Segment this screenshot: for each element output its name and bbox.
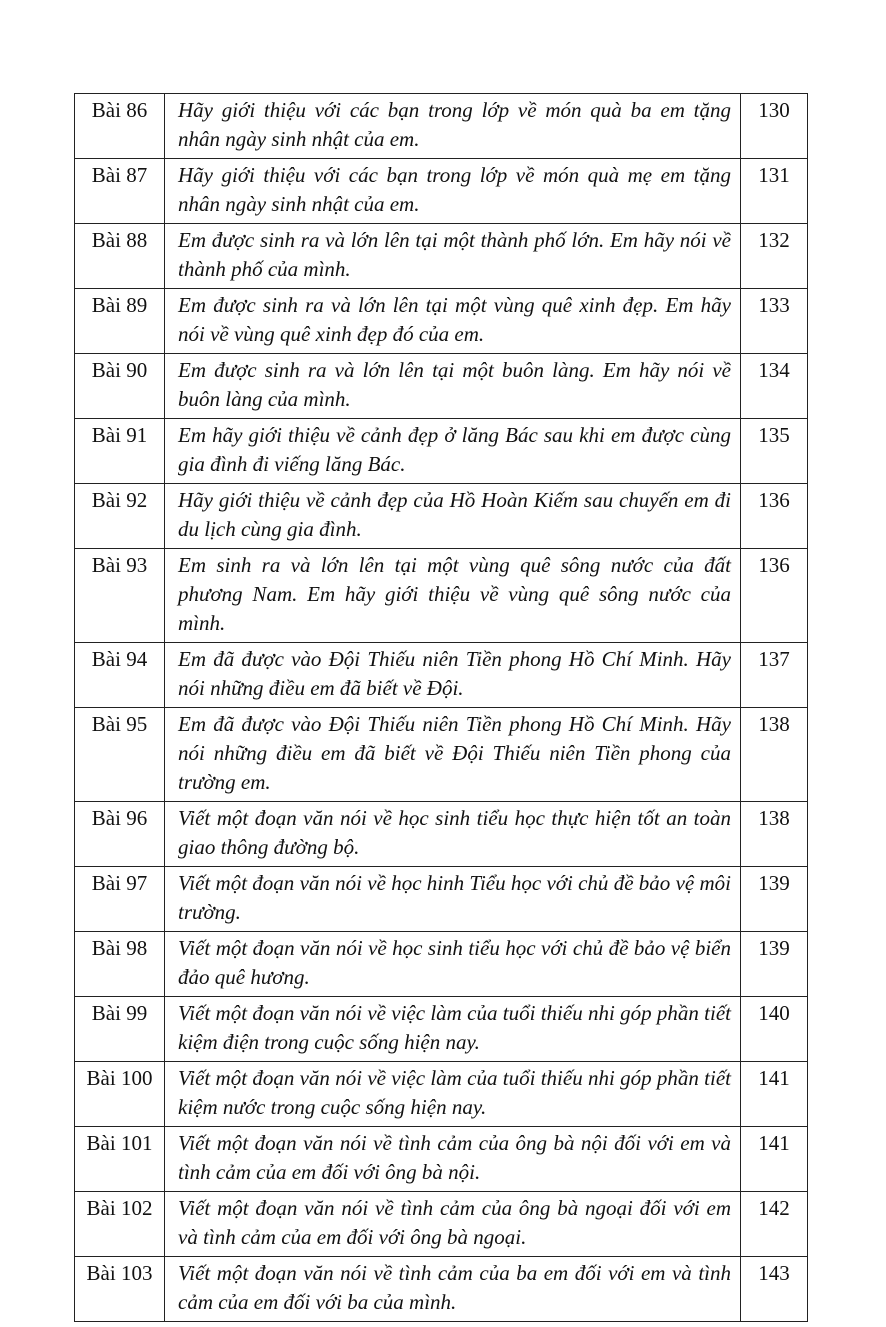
lesson-number: Bài 92 [75, 484, 165, 549]
table-row [75, 484, 808, 549]
table-row [75, 1257, 808, 1322]
page-number: 134 [741, 354, 808, 419]
table-row [75, 1062, 808, 1127]
table-row [75, 159, 808, 224]
lesson-number: Bài 103 [75, 1257, 165, 1322]
lesson-number: Bài 89 [75, 289, 165, 354]
table-row [75, 1192, 808, 1257]
lesson-title: Em đã được vào Đội Thiếu niên Tiền phong Hồ Chí Minh. Hãy nói những điều em đã biết về Đội. [165, 643, 741, 708]
table-row [75, 802, 808, 867]
page-number: 143 [741, 1257, 808, 1322]
table-of-contents [74, 93, 808, 1322]
lesson-number: Bài 90 [75, 354, 165, 419]
lesson-title: Viết một đoạn văn nói về tình cảm của ông bà nội đối với em và tình cảm của em đối với ông bà nội. [165, 1127, 741, 1192]
lesson-title: Viết một đoạn văn nói về học sinh tiểu học với chủ đề bảo vệ biển đảo quê hương. [165, 932, 741, 997]
lesson-title: Hãy giới thiệu với các bạn trong lớp về món quà mẹ em tặng nhân ngày sinh nhật của em. [165, 159, 741, 224]
page-number: 133 [741, 289, 808, 354]
table-row [75, 932, 808, 997]
toc-body [75, 94, 808, 1322]
page-number: 139 [741, 932, 808, 997]
page-number: 138 [741, 802, 808, 867]
lesson-title: Em đã được vào Đội Thiếu niên Tiền phong Hồ Chí Minh. Hãy nói những điều em đã biết về Đội Thiếu niên Tiền phong của trường em. [165, 708, 741, 802]
lesson-title: Em được sinh ra và lớn lên tại một thành phố lớn. Em hãy nói về thành phố của mình. [165, 224, 741, 289]
lesson-title: Em sinh ra và lớn lên tại một vùng quê sông nước của đất phương Nam. Em hãy giới thiệu về vùng quê sông nước của mình. [165, 549, 741, 643]
page-number: 140 [741, 997, 808, 1062]
lesson-title: Viết một đoạn văn nói về tình cảm của ba em đối với em và tình cảm của em đối với ba của mình. [165, 1257, 741, 1322]
page-number: 142 [741, 1192, 808, 1257]
page-number: 132 [741, 224, 808, 289]
lesson-number: Bài 87 [75, 159, 165, 224]
lesson-title: Viết một đoạn văn nói về việc làm của tuổi thiếu nhi góp phần tiết kiệm nước trong cuộc sống hiện nay. [165, 1062, 741, 1127]
lesson-number: Bài 102 [75, 1192, 165, 1257]
lesson-title: Em được sinh ra và lớn lên tại một vùng quê xinh đẹp. Em hãy nói về vùng quê xinh đẹp đó của em. [165, 289, 741, 354]
lesson-number: Bài 88 [75, 224, 165, 289]
lesson-number: Bài 100 [75, 1062, 165, 1127]
table-row [75, 997, 808, 1062]
lesson-number: Bài 96 [75, 802, 165, 867]
page-number: 141 [741, 1062, 808, 1127]
table-row [75, 549, 808, 643]
page-number: 135 [741, 419, 808, 484]
table-row [75, 94, 808, 159]
lesson-number: Bài 93 [75, 549, 165, 643]
lesson-title: Viết một đoạn văn nói về tình cảm của ông bà ngoại đối với em và tình cảm của em đối với ông bà ngoại. [165, 1192, 741, 1257]
page-number: 136 [741, 549, 808, 643]
table-row [75, 643, 808, 708]
page-number: 137 [741, 643, 808, 708]
lesson-title: Viết một đoạn văn nói về học hinh Tiểu học với chủ đề bảo vệ môi trường. [165, 867, 741, 932]
table-row [75, 289, 808, 354]
lesson-title: Viết một đoạn văn nói về việc làm của tuổi thiếu nhi góp phần tiết kiệm điện trong cuộc sống hiện nay. [165, 997, 741, 1062]
table-row [75, 419, 808, 484]
lesson-number: Bài 99 [75, 997, 165, 1062]
lesson-number: Bài 91 [75, 419, 165, 484]
lesson-title: Em hãy giới thiệu về cảnh đẹp ở lăng Bác sau khi em được cùng gia đình đi viếng lăng Bác. [165, 419, 741, 484]
lesson-number: Bài 95 [75, 708, 165, 802]
lesson-number: Bài 86 [75, 94, 165, 159]
lesson-number: Bài 94 [75, 643, 165, 708]
page-number: 136 [741, 484, 808, 549]
lesson-number: Bài 98 [75, 932, 165, 997]
lesson-title: Viết một đoạn văn nói về học sinh tiểu học thực hiện tốt an toàn giao thông đường bộ. [165, 802, 741, 867]
table-row [75, 224, 808, 289]
page-number: 141 [741, 1127, 808, 1192]
page-number: 130 [741, 94, 808, 159]
lesson-title: Hãy giới thiệu về cảnh đẹp của Hồ Hoàn Kiếm sau chuyến em đi du lịch cùng gia đình. [165, 484, 741, 549]
table-row [75, 708, 808, 802]
lesson-title: Hãy giới thiệu với các bạn trong lớp về món quà ba em tặng nhân ngày sinh nhật của em. [165, 94, 741, 159]
lesson-number: Bài 101 [75, 1127, 165, 1192]
table-row [75, 354, 808, 419]
page-number: 138 [741, 708, 808, 802]
lesson-title: Em được sinh ra và lớn lên tại một buôn làng. Em hãy nói về buôn làng của mình. [165, 354, 741, 419]
lesson-number: Bài 97 [75, 867, 165, 932]
table-row [75, 867, 808, 932]
page-number: 131 [741, 159, 808, 224]
page-number: 139 [741, 867, 808, 932]
table-row [75, 1127, 808, 1192]
